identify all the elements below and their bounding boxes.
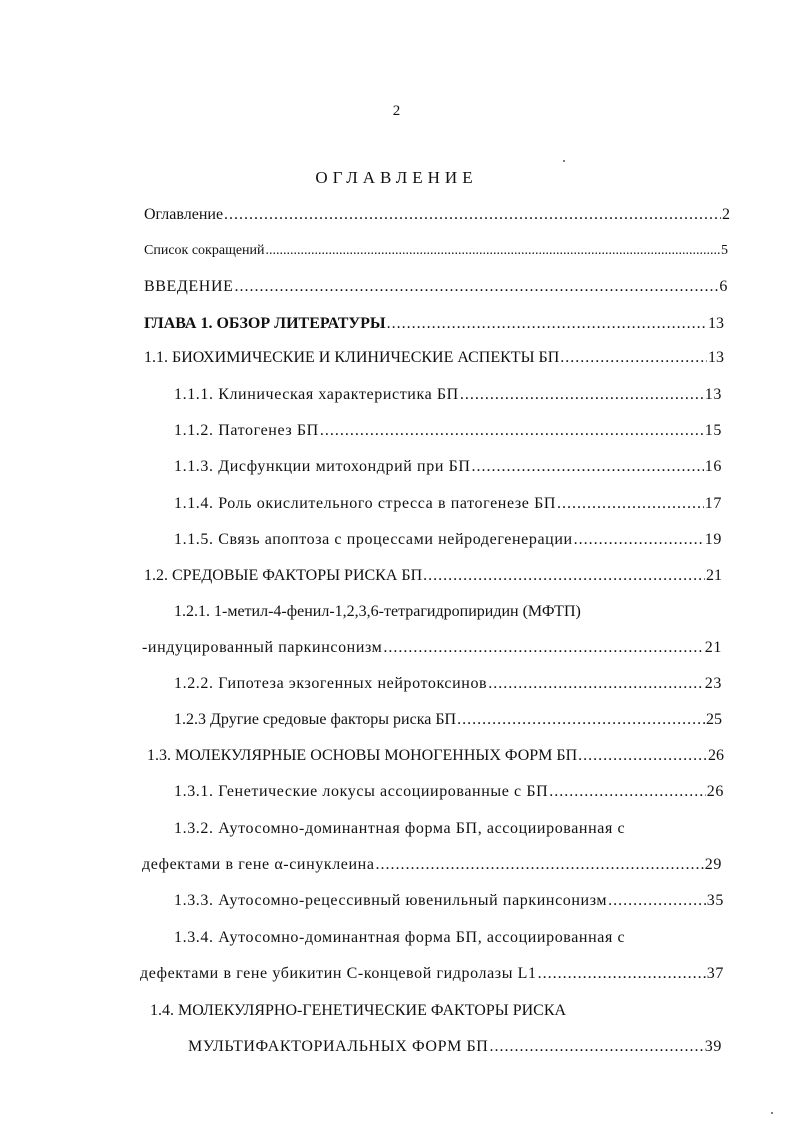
toc-leader-dots [488,673,704,695]
toc-entry-title: 1.2.1. 1-метил-4-фенил-1,2,3,6-тетрагидропиридин (МФТП) [174,603,581,620]
toc-leader-dots [320,420,704,442]
toc-entry [174,927,674,949]
toc-entry-title: 1.3. МОЛЕКУЛЯРНЫЕ ОСНОВЫ МОНОГЕННЫХ ФОРМ БП [147,747,578,764]
toc-leader-dots [557,493,704,515]
toc-leader-dots [560,347,707,369]
toc-entry-title: Список сокращений [144,243,265,258]
toc-entry-title: ВВЕДЕНИЕ [144,278,234,295]
toc-entry [174,709,722,731]
toc-entry-page: 35 [706,892,724,909]
toc-entry [174,601,614,623]
toc-entry [142,854,722,876]
toc-entry-title: -индуцированный паркинсонизм [142,639,383,656]
toc-entry-title: дефектами в гене убикитин С-концевой гидролазы L1 [140,965,537,982]
toc-entry-page: 15 [704,422,722,439]
toc-entry-page: 16 [704,458,722,475]
toc-entry-title: 1.1. БИОХИМИЧЕСКИЕ И КЛИНИЧЕСКИЕ АСПЕКТЫ БП [144,349,560,366]
toc-leader-dots [608,890,706,912]
toc-leader-dots [224,204,721,226]
toc-leader-dots [423,565,705,587]
toc-entry [144,240,728,262]
toc-entry-title: дефектами в гене α-синуклеина [142,856,375,873]
scan-speck [771,1112,773,1114]
toc-leader-dots [457,709,705,731]
toc-entry [174,890,724,912]
toc-entry-page: 21 [704,639,722,656]
toc-entry [174,673,722,695]
toc-leader-dots [383,637,703,659]
toc-entry-title: 1.3.2. Аутосомно-доминантная форма БП, ассоциированная с [174,820,626,837]
toc-entry-page: 29 [704,856,722,873]
toc-heading: ОГЛАВЛЕНИЕ [315,168,478,187]
toc-entry [150,1000,640,1022]
toc-entry-title: 1.2. СРЕДОВЫЕ ФАКТОРЫ РИСКА БП [144,567,423,584]
toc-entry-title: 1.3.1. Генетические локусы ассоциированные с БП [174,783,549,800]
toc-entry-page: 39 [704,1038,722,1055]
toc-entry-page: 17 [704,495,722,512]
toc-leader-dots [549,781,706,803]
toc-entry-page: 2 [722,206,730,223]
toc-entry [174,420,722,442]
toc-entry-title: 1.1.1. Клиническая характеристика БП [174,386,459,403]
toc-entry-page: 6 [719,278,728,295]
toc-entry [144,276,728,298]
toc-entry-page: 21 [706,567,722,584]
toc-entry-title: ГЛАВА 1. ОБЗОР ЛИТЕРАТУРЫ [144,315,386,332]
toc-entry [174,529,722,551]
toc-entry-page: 26 [708,747,724,764]
toc-entry-page: 5 [721,243,728,258]
toc-entry [188,1036,722,1058]
toc-leader-dots [376,854,704,876]
toc-leader-dots [235,276,719,298]
toc-leader-dots [538,963,706,985]
toc-entry-page: 37 [706,965,724,982]
page-number: 2 [392,103,401,119]
toc-entry-page: 19 [704,531,722,548]
toc-entry-title: 1.2.3 Другие средовые факторы риска БП [174,711,457,728]
toc-entry-title: 1.2.2. Гипотеза экзогенных нейротоксинов [174,675,488,692]
toc-leader-dots [578,745,707,767]
toc-entry-title: МУЛЬТИФАКТОРИАЛЬНЫХ ФОРМ БП [188,1038,489,1055]
toc-leader-dots [472,456,704,478]
toc-entry-page: 13 [704,386,722,403]
toc-entry-page: 23 [704,675,722,692]
toc-leader-dots [460,384,704,406]
toc-entry-page: 13 [708,349,724,366]
toc-entry-title: 1.4. МОЛЕКУЛЯРНО-ГЕНЕТИЧЕСКИЕ ФАКТОРЫ РИСКА [150,1002,567,1019]
toc-entry-title: 1.3.4. Аутосомно-доминантная форма БП, ассоциированная с [174,929,626,946]
toc-entry-title: Оглавление [144,206,224,223]
toc-entry [142,637,722,659]
toc-entry [144,313,724,335]
toc-entry [174,818,674,840]
toc-entry [147,745,724,767]
toc-entry-page: 25 [706,711,722,728]
toc-leader-dots [489,1036,703,1058]
scan-speck [563,160,565,162]
toc-entry-title: 1.1.3. Дисфункции митохондрий при БП [174,458,471,475]
toc-entry [144,347,724,369]
toc-entry [174,781,724,803]
toc-entry [144,204,730,226]
toc-leader-dots [574,529,704,551]
toc-entry-page: 13 [708,315,724,332]
toc-entry [140,963,724,985]
toc-entry [174,456,722,478]
toc-entry-page: 26 [706,783,724,800]
toc-leader-dots [266,240,720,262]
toc-leader-dots [387,313,707,335]
toc-entry [174,493,722,515]
toc-entry-title: 1.3.3. Аутосомно-рецессивный ювенильный паркинсонизм [174,892,608,909]
toc-entry-title: 1.1.4. Роль окислительного стресса в патогенезе БП [174,495,557,512]
toc-entry [174,384,722,406]
toc-entry [144,565,722,587]
toc-entry-title: 1.1.2. Патогенез БП [174,422,319,439]
toc-entry-title: 1.1.5. Связь апоптоза с процессами нейродегенерации [174,531,573,548]
